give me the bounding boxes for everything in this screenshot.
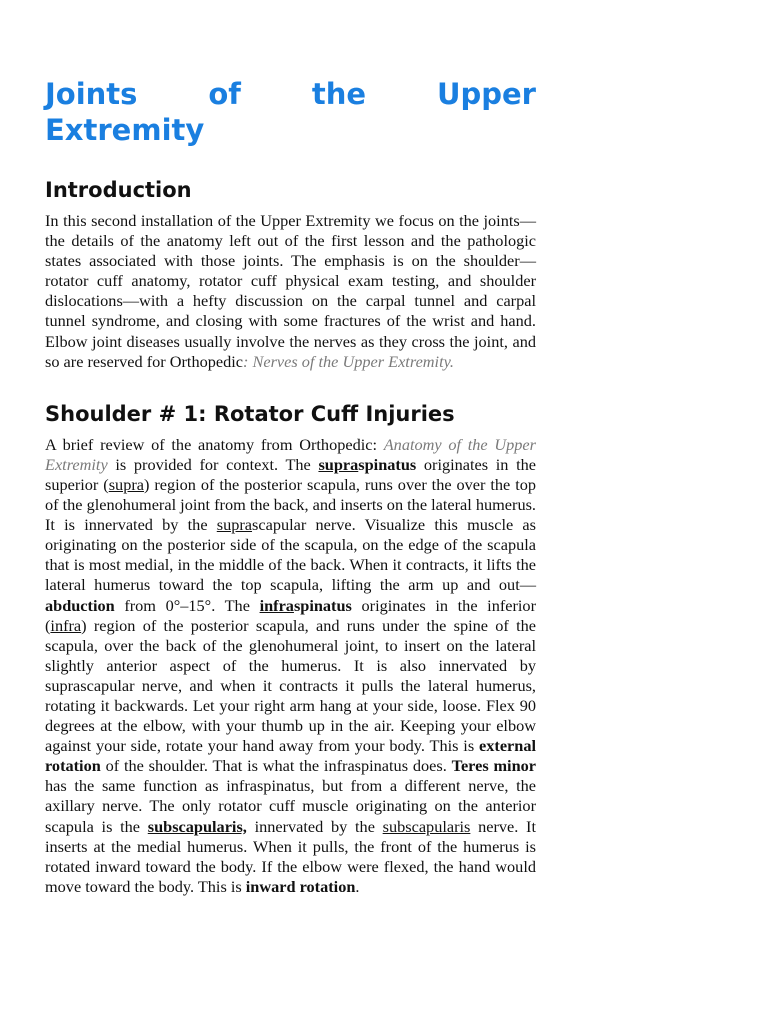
rotator-cuff-heading: Shoulder # 1: Rotator Cuff Injuries [45, 401, 455, 426]
infraspinatus-term [260, 596, 352, 615]
text-run: A brief review of the anatomy from Orthopedic: [45, 434, 384, 454]
text-run: of the shoulder. That is what the infraspinatus does. [100, 756, 452, 776]
rotator-cuff-paragraph [45, 435, 536, 897]
anatomy-reference: Anatomy of the Upper Extremity [45, 434, 536, 474]
spinatus-suffix: spinatus [293, 595, 352, 615]
introduction-paragraph [45, 211, 536, 372]
supra-prefix: supra [318, 454, 359, 474]
document-title [45, 76, 536, 148]
supra-nerve-prefix: supra [216, 515, 253, 535]
text-run: innervated by the [246, 816, 383, 836]
title-word: Joints [45, 77, 138, 111]
subscapularis-nerve-term: subscapularis [382, 816, 471, 836]
infra-prefix: infra [259, 595, 294, 615]
intro-reference: : Nerves of the Upper Extremity. [243, 351, 454, 371]
subscapularis-term: subscapularis, [147, 816, 247, 836]
text-run: nerve. It inserts at the medial humerus. When it pulls, the front of the humerus is rotated inward toward the body. If the elbow were flexed, the hand would move toward the body. This is [45, 816, 537, 896]
title-line-1 [45, 76, 536, 112]
teres-minor-term: Teres minor [451, 756, 536, 776]
supraspinatus-term [318, 455, 416, 474]
introduction-heading: Introduction [45, 178, 192, 202]
intro-text: In this second installation of the Upper Extremity we focus on the joints—the details of the anatomy left out of the first lesson and the pathologic states associated with those joints. The emphasis is on the shoulder—rotator cuff anatomy, rotator cuff physical exam testing, and shoulder dislocations—with a hefty discussion on the carpal tunnel and carpal tunnel syndrome, and closing with some fractures of the wrist and hand. Elbow joint diseases usually involve the nerves as they cross the joint, and so are reserved for Orthopedic [45, 211, 536, 371]
text-run: from 0°–15°. The [114, 595, 260, 615]
title-word: the [311, 77, 367, 111]
text-run: originates in the inferior ( [45, 595, 536, 635]
external-rotation-term: external rotation [45, 736, 536, 776]
spinatus-suffix: spinatus [358, 454, 417, 474]
inward-rotation-term: inward rotation [245, 876, 356, 896]
text-run: originates in the superior ( [45, 454, 536, 494]
text-run: ) region of the posterior scapula, runs over the over the top of the glenohumeral joint from the back, and inserts on the lateral humerus. It is innervated by the [45, 474, 537, 535]
text-run: is provided for context. The [107, 454, 319, 474]
text-run: scapular nerve. Visualize this muscle as originating on the posterior side of the scapula, on the edge of the scapula that is most medial, in the middle of the back. When it contracts, it lifts the lateral humerus toward the top scapula, lifting the arm up and out— [45, 515, 536, 595]
supra-term: supra [108, 474, 144, 494]
text-run: ) region of the posterior scapula, and runs under the spine of the scapula, over the back of the glenohumeral joint, to insert on the lateral slightly anterior aspect of the humerus. It is also innervated by suprascapular nerve, and when it contracts it pulls the lateral humerus, rotating it backwards. Let your right arm hang at your side, loose. Flex 90 degrees at the elbow, with your thumb up in the air. Keeping your elbow against your side, rotate your hand away from your body. This is [45, 615, 536, 756]
title-word: Upper [436, 77, 536, 111]
text-run: . [355, 876, 360, 896]
title-line-2: Extremity [45, 113, 205, 147]
text-run: has the same function as infraspinatus, but from a different nerve, the axillary nerve. The only rotator cuff muscle originating on the anterior scapula is the [45, 776, 536, 836]
abduction-term: abduction [45, 595, 115, 615]
title-word: of [208, 77, 241, 111]
infra-term: infra [50, 615, 82, 635]
